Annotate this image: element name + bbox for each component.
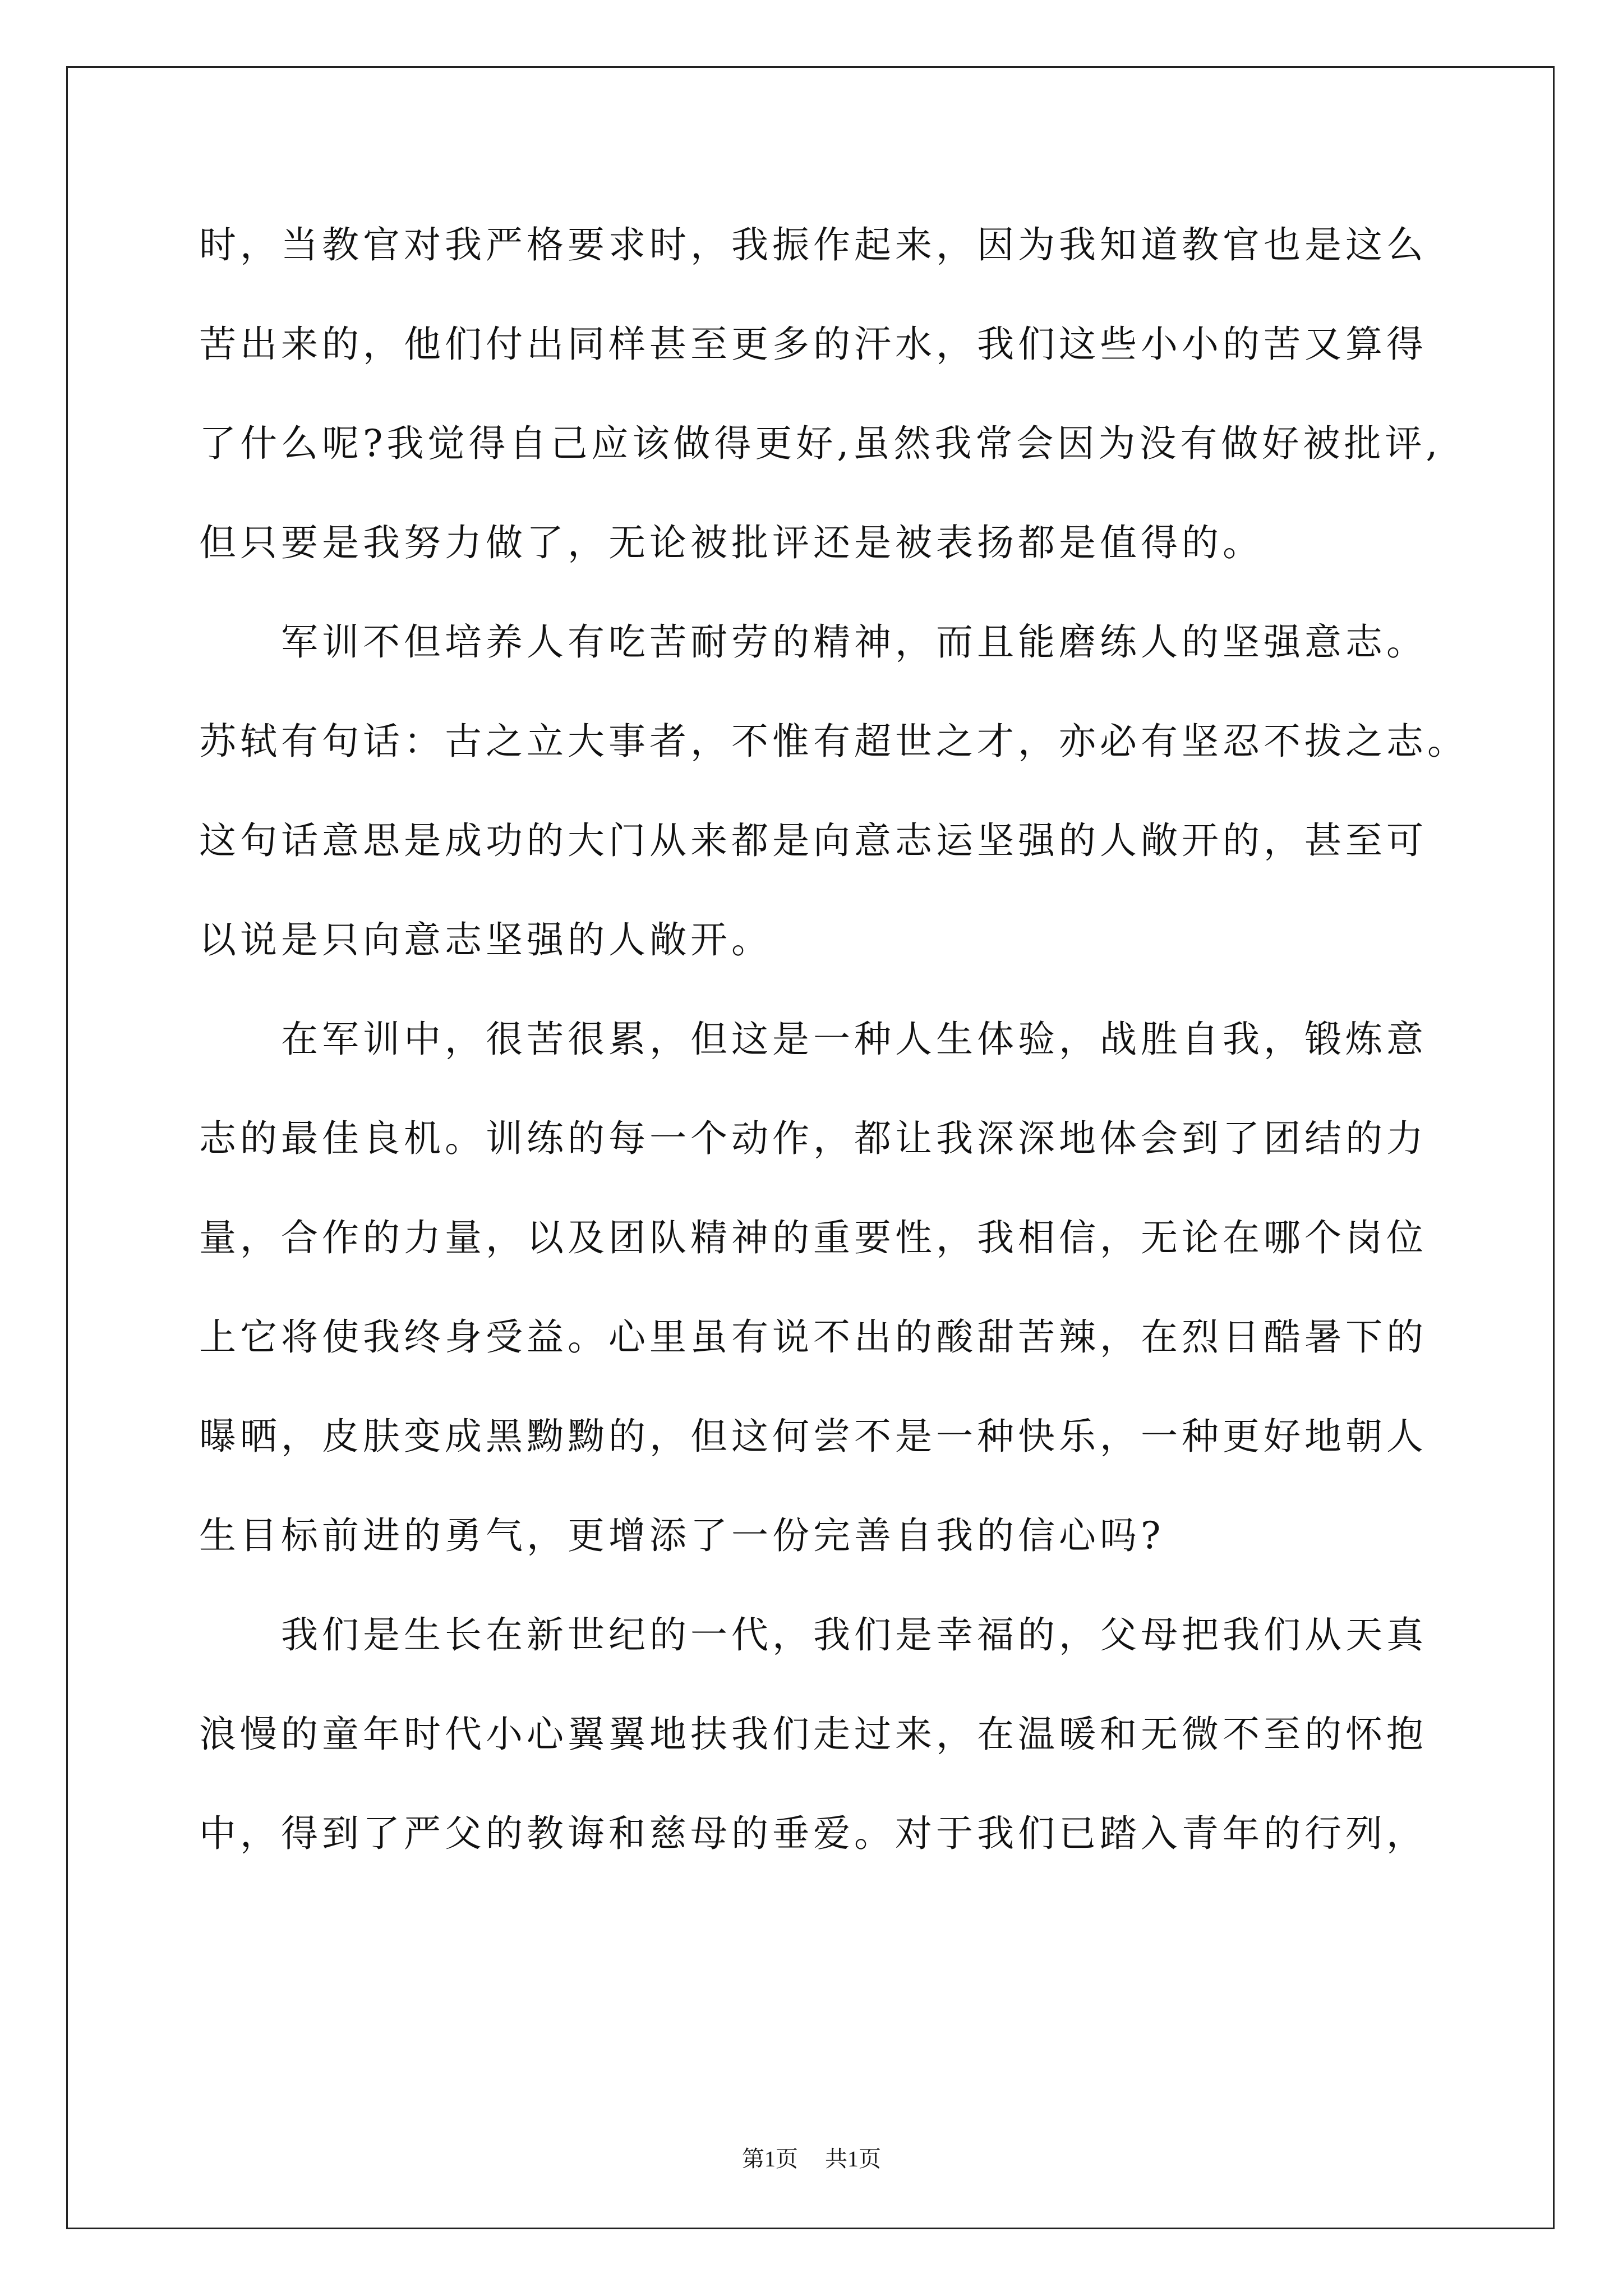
text-line: 在军训中，很苦很累，但这是一种人生体验，战胜自我，锻炼意 <box>199 1018 1427 1061</box>
text-line: 我们是生长在新世纪的一代，我们是幸福的，父母把我们从天真 <box>199 1613 1427 1657</box>
text-line: 志的最佳良机。训练的每一个动作，都让我深深地体会到了团结的力 <box>199 1117 1427 1160</box>
page-total: 共1页 <box>825 2146 881 2171</box>
text-line: 军训不但培养人有吃苦耐劳的精神，而且能磨练人的坚强意志。 <box>199 620 1427 664</box>
text-line: 生目标前进的勇气，更增添了一份完善自我的信心吗? <box>199 1514 1165 1557</box>
text-line: 浪慢的童年时代小心翼翼地扶我们走过来，在温暖和无微不至的怀抱 <box>199 1713 1427 1756</box>
text-line: 时，当教官对我严格要求时，我振作起来，因为我知道教官也是这么 <box>199 223 1427 266</box>
text-line: 了什么呢?我觉得自己应该做得更好,虽然我常会因为没有做好被批评, <box>199 422 1442 465</box>
page-number: 第1页 <box>742 2146 798 2171</box>
text-line: 苏轼有句话：古之立大事者，不惟有超世之才，亦必有坚忍不拔之志。 <box>199 720 1468 763</box>
text-line: 这句话意思是成功的大门从来都是向意志运坚强的人敞开的，甚至可 <box>199 819 1427 862</box>
text-line: 中，得到了严父的教诲和慈母的垂爱。对于我们已踏入青年的行列， <box>199 1812 1427 1855</box>
text-line: 量，合作的力量，以及团队精神的重要性，我相信，无论在哪个岗位 <box>199 1216 1427 1259</box>
text-line: 以说是只向意志坚强的人敞开。 <box>199 918 772 961</box>
text-line: 苦出来的，他们付出同样甚至更多的汗水，我们这些小小的苦又算得 <box>199 323 1427 366</box>
text-line: 曝晒，皮肤变成黑黝黝的，但这何尝不是一种快乐，一种更好地朝人 <box>199 1415 1427 1458</box>
page-footer <box>0 2145 1623 2173</box>
text-line: 上它将使我终身受益。心里虽有说不出的酸甜苦辣，在烈日酷暑下的 <box>199 1315 1427 1359</box>
text-line: 但只要是我努力做了，无论被批评还是被表扬都是值得的。 <box>199 521 1264 564</box>
